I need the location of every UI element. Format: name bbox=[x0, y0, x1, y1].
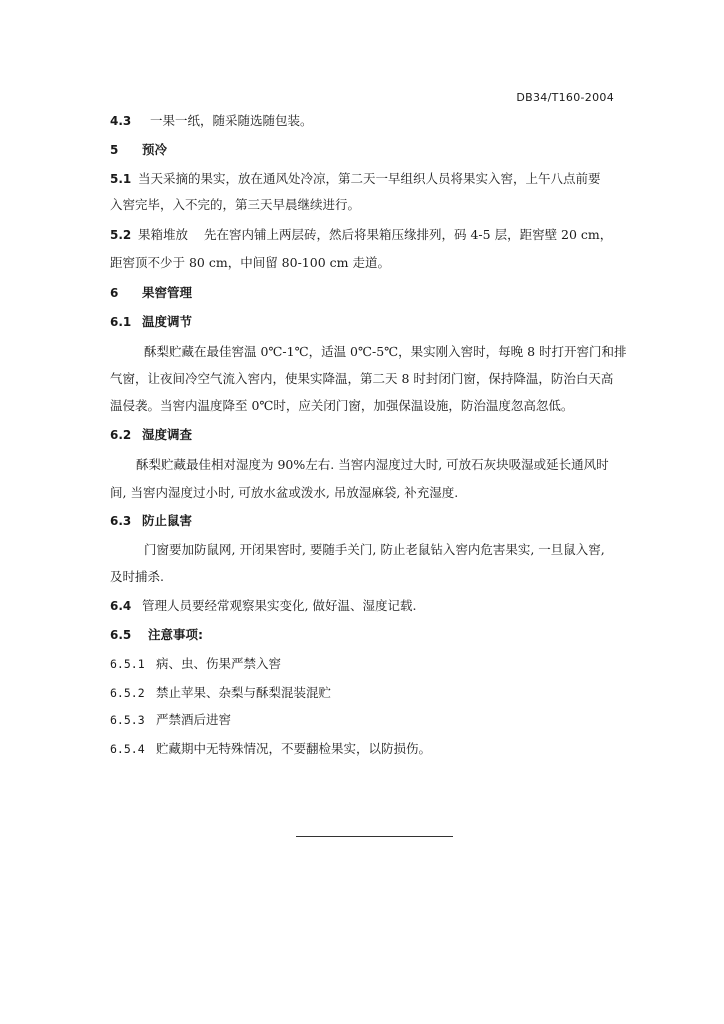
section-title: 果窖管理 bbox=[142, 285, 193, 300]
clause-6-1-line2 bbox=[110, 370, 616, 388]
clause-6-5-3 bbox=[110, 711, 616, 729]
clause-number: 4.3 bbox=[110, 114, 132, 128]
item-number: 6.5.1 bbox=[110, 657, 145, 671]
clause-6-1-line3 bbox=[110, 397, 616, 415]
clause-5-1-line2 bbox=[110, 196, 616, 214]
item-text: 病、虫、伤果严禁入窖 bbox=[156, 656, 282, 671]
clause-text: 先在窖内铺上两层砖，然后将果箱压缘排列，码 4-5 层，距窖壁 20 cm， bbox=[204, 227, 613, 242]
clause-text: 门窗要加防鼠网, 开闭果窖时, 要随手关门, 防止老鼠钻入窖内危害果实, 一旦鼠入窖, bbox=[144, 542, 605, 557]
clause-number: 6.3 bbox=[110, 514, 132, 528]
clause-number: 5.1 bbox=[110, 172, 132, 186]
item-number: 6.5.4 bbox=[110, 742, 145, 756]
item-text: 贮藏期中无特殊情况，不要翻检果实，以防损伤。 bbox=[156, 741, 432, 756]
item-number: 6.5.3 bbox=[110, 713, 145, 727]
clause-5-1-line1 bbox=[110, 170, 616, 188]
clause-text: 间, 当窖内湿度过小时, 可放水盆或泼水, 吊放湿麻袋, 补充湿度. bbox=[110, 485, 459, 500]
section-number: 5 bbox=[110, 143, 119, 157]
clause-number: 6.1 bbox=[110, 315, 132, 329]
clause-6-1-line1 bbox=[144, 343, 627, 361]
clause-6-5-4 bbox=[110, 740, 616, 758]
clause-title: 注意事项: bbox=[148, 627, 203, 642]
item-text: 禁止苹果、杂梨与酥梨混装混贮 bbox=[156, 685, 332, 700]
clause-6-2-line1 bbox=[136, 456, 616, 474]
clause-6-3-line1 bbox=[144, 541, 616, 559]
clause-6-3-heading bbox=[110, 512, 616, 530]
clause-number: 6.5 bbox=[110, 628, 132, 642]
clause-number: 6.2 bbox=[110, 428, 132, 442]
clause-text: 酥梨贮藏最佳相对湿度为 90%左右. 当窖内湿度过大时, 可放石灰块吸湿或延长通风时 bbox=[136, 457, 609, 472]
clause-text: 距窖顶不少于 80 cm，中间留 80-100 cm 走道。 bbox=[110, 255, 390, 270]
clause-text: 当天采摘的果实，放在通风处冷凉，第二天一早组织人员将果实入窖，上午八点前要 bbox=[138, 171, 601, 186]
standard-code: DB34/T160-2004 bbox=[516, 91, 614, 104]
section-number: 6 bbox=[110, 286, 119, 300]
clause-title: 果箱堆放 bbox=[138, 227, 189, 242]
end-rule bbox=[296, 836, 453, 837]
clause-number: 6.4 bbox=[110, 599, 132, 613]
section-5-heading bbox=[110, 141, 616, 159]
section-title: 预冷 bbox=[142, 142, 168, 157]
clause-4-3 bbox=[110, 112, 616, 130]
clause-title: 湿度调查 bbox=[142, 427, 193, 442]
clause-6-5-1 bbox=[110, 655, 616, 673]
clause-6-3-line2 bbox=[110, 568, 616, 586]
clause-text: 温侵袭。当窖内温度降至 0℃时，应关闭门窗，加强保温设施，防治温度忽高忽低。 bbox=[110, 398, 574, 413]
clause-number: 5.2 bbox=[110, 228, 132, 242]
clause-5-2-line2 bbox=[110, 254, 616, 272]
clause-6-2-heading bbox=[110, 426, 616, 444]
clause-text: 酥梨贮藏在最佳窖温 0℃-1℃，适温 0℃-5℃，果实刚入窖时，每晚 8 时打开窖门和排 bbox=[144, 344, 627, 359]
clause-6-1-heading bbox=[110, 313, 616, 331]
clause-text: 及时捕杀. bbox=[110, 569, 164, 584]
clause-text: 管理人员要经常观察果实变化, 做好温、湿度记载. bbox=[142, 598, 417, 613]
clause-6-5-2 bbox=[110, 684, 616, 702]
section-6-heading bbox=[110, 284, 616, 302]
clause-title: 防止鼠害 bbox=[142, 513, 193, 528]
clause-6-5-heading bbox=[110, 626, 616, 644]
item-number: 6.5.2 bbox=[110, 686, 145, 700]
clause-text: 一果一纸，随采随选随包装。 bbox=[150, 113, 313, 128]
item-text: 严禁酒后进窖 bbox=[156, 712, 232, 727]
clause-title: 温度调节 bbox=[142, 314, 193, 329]
clause-6-4 bbox=[110, 597, 616, 615]
clause-text: 气窗，让夜间冷空气流入窖内，使果实降温，第二天 8 时封闭门窗，保持降温，防治白天高 bbox=[110, 371, 614, 386]
clause-6-2-line2 bbox=[110, 484, 616, 502]
clause-5-2-line1 bbox=[110, 226, 616, 244]
clause-text: 入窖完毕，入不完的，第三天早晨继续进行。 bbox=[110, 197, 361, 212]
